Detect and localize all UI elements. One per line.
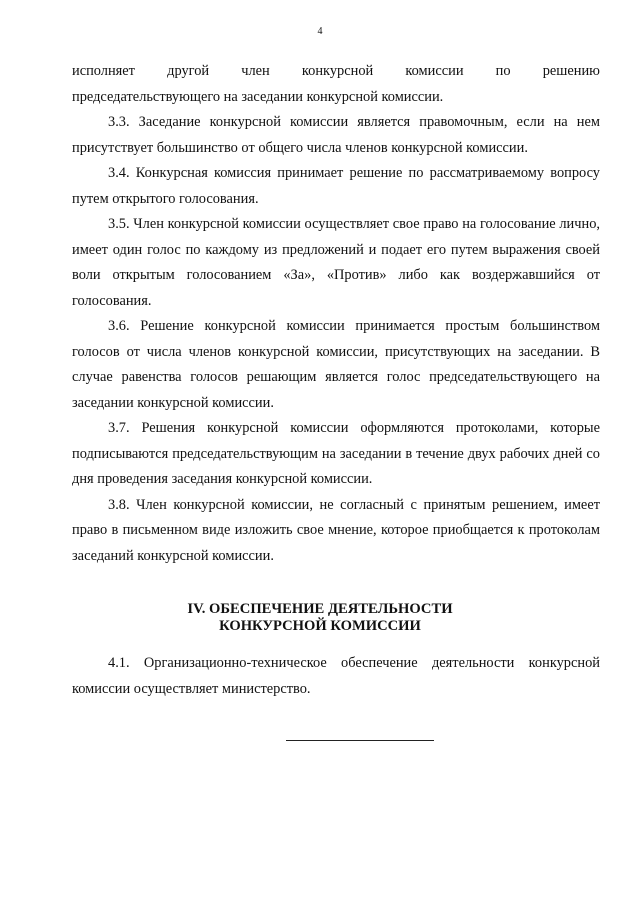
section-heading-line-1: IV. ОБЕСПЕЧЕНИЕ ДЕЯТЕЛЬНОСТИ <box>187 601 453 617</box>
continued-line <box>72 59 600 85</box>
word: комиссии <box>405 63 464 79</box>
word: по <box>495 63 511 79</box>
closing-section <box>72 651 600 702</box>
paragraph-3-6: 3.6. Решение конкурсной комиссии принимается простым большинством голосов от числа членов конкурсной комиссии, присутствующих на заседании. В случае равенства голосов решающим является голос председательствующего на заседании конкурсной комиссии. <box>72 318 600 411</box>
paragraph-3-8: 3.8. Член конкурсной комиссии, не согласный с принятым решением, имеет право в письменном виде изложить свое мнение, которое приобщается к протоколам заседаний конкурсной комиссии. <box>72 496 600 564</box>
word: исполняет <box>72 63 135 79</box>
paragraph-3-3: 3.3. Заседание конкурсной комиссии является правомочным, если на нем присутствует большинство от общего числа членов конкурсной комиссии. <box>72 114 600 156</box>
word: член <box>241 63 270 79</box>
paragraph-4-1: 4.1. Организационно-техническое обеспечение деятельности конкурсной комиссии осуществляет министерство. <box>72 655 600 697</box>
word: конкурсной <box>301 63 374 79</box>
word: решению <box>542 63 600 79</box>
end-rule-divider <box>286 740 434 741</box>
paragraph-3-5: 3.5. Член конкурсной комиссии осуществляет свое право на голосование лично, имеет один голос по каждому из предложений и подает его путем выражения своей воли открытым голосованием «За», «Против» либо как воздержавшийся от голосования. <box>72 216 600 309</box>
paragraph-continuation: председательствующего на заседании конкурсной комиссии. <box>72 88 444 105</box>
page-number: 4 <box>317 26 323 37</box>
word: другой <box>167 63 210 79</box>
body-text <box>72 59 600 569</box>
section-heading-line-2: КОНКУРСНОЙ КОМИССИИ <box>219 618 421 634</box>
paragraph-3-7: 3.7. Решения конкурсной комиссии оформляются протоколами, которые подписываются председательствующим на заседании в течение двух рабочих дней со дня проведения заседания конкурсной комиссии. <box>72 420 600 487</box>
section-heading <box>0 601 640 635</box>
paragraph-3-4: 3.4. Конкурсная комиссия принимает решение по рассматриваемому вопросу путем открытого голосования. <box>72 165 600 207</box>
